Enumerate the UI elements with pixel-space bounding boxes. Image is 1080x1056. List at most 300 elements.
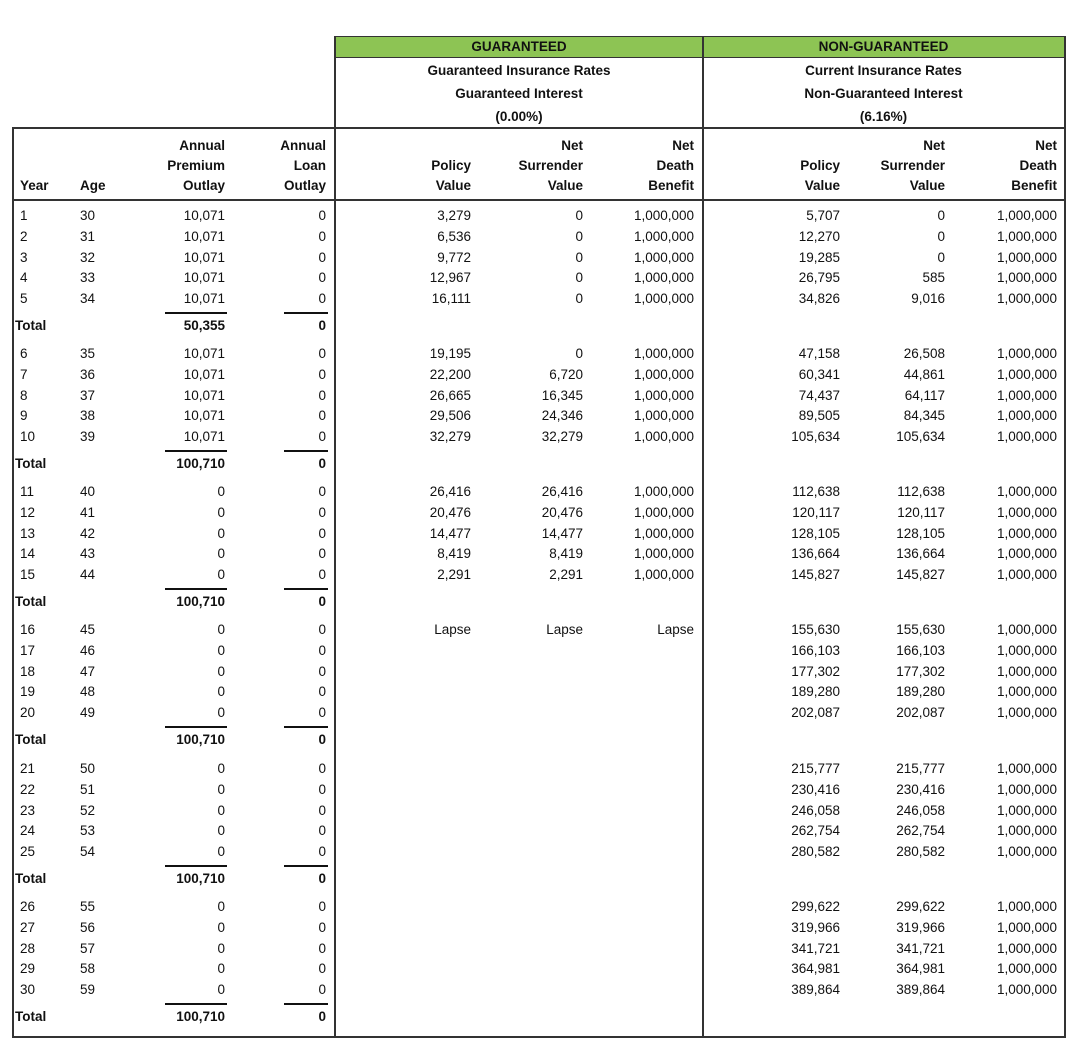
table-row xyxy=(0,426,1080,447)
table-row xyxy=(0,502,1080,523)
cell-loan: 0 xyxy=(318,525,326,541)
column-header-line: Annual xyxy=(280,138,326,153)
cell-premium: 0 xyxy=(217,525,225,541)
cell-g-death: 1,000,000 xyxy=(633,504,694,520)
loan-total-rule xyxy=(284,312,328,314)
table-row xyxy=(0,702,1080,723)
cell-n-death: 1,000,000 xyxy=(996,781,1057,797)
table-row xyxy=(0,247,1080,268)
cell-g-death: 1,000,000 xyxy=(633,546,694,562)
cell-year: 2 xyxy=(20,228,28,244)
cell-n-death: 1,000,000 xyxy=(996,429,1057,445)
cell-n-surrender: 120,117 xyxy=(897,504,945,520)
cell-premium: 10,071 xyxy=(183,270,225,286)
cell-premium: 0 xyxy=(217,961,225,977)
cell-g-death: Lapse xyxy=(657,622,694,637)
cell-year: 17 xyxy=(20,642,36,658)
cell-n-surrender: 189,280 xyxy=(896,684,945,700)
cell-g-death: 1,000,000 xyxy=(633,228,694,244)
cell-year: 24 xyxy=(20,823,36,839)
column-header-line: Benefit xyxy=(1011,178,1057,193)
cell-g-death: 1,000,000 xyxy=(633,346,694,361)
table-row xyxy=(0,481,1080,502)
column-header-line: Net xyxy=(561,138,583,153)
column-header-line: Annual xyxy=(179,138,225,153)
cell-premium: 10,071 xyxy=(183,366,225,382)
cell-year: 1 xyxy=(20,208,28,223)
total-premium: 100,710 xyxy=(176,594,225,609)
cell-age: 35 xyxy=(80,346,96,361)
cell-age: 50 xyxy=(80,761,96,776)
cell-n-death: 1,000,000 xyxy=(996,228,1057,244)
column-header-line: Year xyxy=(20,178,49,193)
cell-year: 4 xyxy=(20,270,28,286)
cell-age: 31 xyxy=(80,228,96,244)
total-row xyxy=(0,1006,1080,1027)
cell-year: 13 xyxy=(20,525,36,541)
cell-n-policy: 74,437 xyxy=(798,387,840,403)
cell-year: 12 xyxy=(20,504,36,520)
column-header-n-surrender xyxy=(855,133,945,196)
cell-premium: 0 xyxy=(217,982,225,998)
cell-g-death: 1,000,000 xyxy=(633,291,694,307)
cell-n-surrender: 280,582 xyxy=(896,844,945,860)
table-row xyxy=(0,779,1080,800)
table-row xyxy=(0,758,1080,779)
premium-total-rule xyxy=(165,588,227,590)
cell-loan: 0 xyxy=(318,622,326,637)
cell-year: 21 xyxy=(20,761,36,776)
column-header-loan xyxy=(256,133,326,196)
cell-year: 26 xyxy=(20,899,36,914)
cell-n-death: 1,000,000 xyxy=(996,802,1057,818)
table-row xyxy=(0,226,1080,247)
column-header-line: Age xyxy=(80,178,106,193)
premium-total-rule xyxy=(165,312,227,314)
cell-g-surrender: 0 xyxy=(575,291,583,307)
cell-premium: 10,071 xyxy=(183,408,225,424)
cell-n-surrender: 26,508 xyxy=(903,346,945,361)
cell-n-surrender: 64,117 xyxy=(904,387,945,403)
cell-age: 43 xyxy=(80,546,96,562)
total-row xyxy=(0,453,1080,474)
cell-n-policy: 262,754 xyxy=(791,823,840,839)
guaranteed-rates-label: Guaranteed Insurance Rates xyxy=(427,63,611,78)
total-row xyxy=(0,591,1080,612)
cell-year: 29 xyxy=(20,961,36,977)
total-loan: 0 xyxy=(318,594,326,609)
cell-year: 11 xyxy=(20,484,35,499)
cell-year: 5 xyxy=(20,291,28,307)
cell-n-surrender: 128,105 xyxy=(896,525,945,541)
total-label: Total xyxy=(15,456,47,471)
cell-n-death: 1,000,000 xyxy=(996,663,1057,679)
cell-n-policy: 246,058 xyxy=(791,802,840,818)
cell-n-policy: 177,302 xyxy=(791,663,840,679)
cell-g-policy: 6,536 xyxy=(437,228,471,244)
cell-loan: 0 xyxy=(318,387,326,403)
column-header-g-policy xyxy=(391,133,471,196)
column-header-year xyxy=(20,133,60,196)
cell-n-death: 1,000,000 xyxy=(996,823,1057,839)
cell-loan: 0 xyxy=(318,961,326,977)
total-premium: 100,710 xyxy=(176,871,225,886)
cell-g-death: 1,000,000 xyxy=(633,429,694,445)
table-row xyxy=(0,979,1080,1000)
cell-age: 36 xyxy=(80,366,96,382)
cell-n-surrender: 166,103 xyxy=(896,642,945,658)
column-header-line: Net xyxy=(923,138,945,153)
cell-premium: 10,071 xyxy=(183,249,225,265)
cell-n-policy: 280,582 xyxy=(791,844,840,860)
cell-year: 23 xyxy=(20,802,36,818)
cell-n-policy: 299,622 xyxy=(791,899,840,914)
cell-premium: 0 xyxy=(217,504,225,520)
cell-age: 34 xyxy=(80,291,96,307)
cell-g-policy: 29,506 xyxy=(429,408,471,424)
cell-loan: 0 xyxy=(318,919,326,935)
cell-n-surrender: 364,981 xyxy=(896,961,945,977)
cell-n-policy: 341,721 xyxy=(791,940,840,956)
cell-age: 55 xyxy=(80,899,96,914)
cell-n-death: 1,000,000 xyxy=(996,291,1057,307)
table-row xyxy=(0,938,1080,959)
cell-loan: 0 xyxy=(318,504,326,520)
table-row xyxy=(0,385,1080,406)
cell-n-death: 1,000,000 xyxy=(996,346,1057,361)
cell-premium: 0 xyxy=(217,802,225,818)
cell-g-policy: Lapse xyxy=(434,622,471,637)
cell-n-death: 1,000,000 xyxy=(996,622,1057,637)
cell-loan: 0 xyxy=(318,408,326,424)
cell-n-death: 1,000,000 xyxy=(996,919,1057,935)
cell-age: 41 xyxy=(80,504,96,520)
cell-g-death: 1,000,000 xyxy=(633,525,694,541)
cell-n-policy: 145,827 xyxy=(791,567,840,583)
guaranteed-rate-label: (0.00%) xyxy=(495,109,543,124)
cell-loan: 0 xyxy=(318,761,326,776)
table-row xyxy=(0,619,1080,640)
cell-year: 27 xyxy=(20,919,36,935)
cell-g-death: 1,000,000 xyxy=(633,567,694,583)
cell-loan: 0 xyxy=(318,249,326,265)
table-row xyxy=(0,405,1080,426)
cell-n-surrender: 84,345 xyxy=(903,408,945,424)
cell-n-surrender: 145,827 xyxy=(896,567,945,583)
table-row xyxy=(0,343,1080,364)
total-label: Total xyxy=(15,594,47,609)
cell-age: 37 xyxy=(80,387,96,403)
cell-n-surrender: 136,664 xyxy=(896,546,945,562)
cell-premium: 10,071 xyxy=(183,346,225,361)
cell-age: 38 xyxy=(80,408,96,424)
total-label: Total xyxy=(15,732,47,747)
cell-year: 9 xyxy=(20,408,28,424)
cell-n-death: 1,000,000 xyxy=(996,249,1057,265)
cell-n-policy: 166,103 xyxy=(791,642,840,658)
table-row xyxy=(0,820,1080,841)
cell-age: 57 xyxy=(80,940,96,956)
cell-n-policy: 230,416 xyxy=(791,781,840,797)
cell-g-death: 1,000,000 xyxy=(633,270,694,286)
cell-age: 48 xyxy=(80,684,96,700)
table-row xyxy=(0,267,1080,288)
cell-loan: 0 xyxy=(318,546,326,562)
non-guaranteed-subheader xyxy=(702,59,1065,128)
cell-g-policy: 16,111 xyxy=(431,291,471,307)
cell-loan: 0 xyxy=(318,844,326,860)
cell-loan: 0 xyxy=(318,899,326,914)
cell-loan: 0 xyxy=(318,781,326,797)
column-header-line: Policy xyxy=(431,158,471,173)
cell-n-surrender: 177,302 xyxy=(896,663,945,679)
cell-premium: 0 xyxy=(217,684,225,700)
cell-n-death: 1,000,000 xyxy=(996,366,1057,382)
cell-g-surrender: Lapse xyxy=(546,622,583,637)
cell-g-surrender: 6,720 xyxy=(549,366,583,382)
loan-total-rule xyxy=(284,1003,328,1005)
cell-year: 7 xyxy=(20,366,28,382)
cell-n-policy: 47,158 xyxy=(798,346,840,361)
column-header-line: Value xyxy=(909,178,945,193)
column-header-line: Outlay xyxy=(182,178,225,193)
total-premium: 100,710 xyxy=(176,732,225,747)
cell-loan: 0 xyxy=(318,982,326,998)
premium-total-rule xyxy=(165,450,227,452)
total-loan: 0 xyxy=(318,871,326,886)
cell-g-surrender: 26,416 xyxy=(541,484,583,499)
non-guaranteed-band-label: NON-GUARANTEED xyxy=(818,39,949,54)
guaranteed-band xyxy=(334,36,704,58)
table-row xyxy=(0,917,1080,938)
total-row xyxy=(0,868,1080,889)
cell-loan: 0 xyxy=(318,366,326,382)
cell-premium: 10,071 xyxy=(183,228,225,244)
total-label: Total xyxy=(15,871,47,886)
cell-premium: 10,071 xyxy=(183,291,225,307)
cell-g-surrender: 16,345 xyxy=(541,387,583,403)
cell-loan: 0 xyxy=(318,567,326,583)
column-header-line: Death xyxy=(656,158,694,173)
column-header-line: Value xyxy=(804,178,840,193)
cell-g-surrender: 0 xyxy=(575,249,583,265)
cell-n-policy: 319,966 xyxy=(791,919,840,935)
table-row xyxy=(0,564,1080,585)
cell-n-death: 1,000,000 xyxy=(996,684,1057,700)
cell-age: 47 xyxy=(80,663,96,679)
table-bottom-rule xyxy=(12,1036,1066,1038)
cell-age: 42 xyxy=(80,525,96,541)
cell-n-surrender: 105,634 xyxy=(896,429,945,445)
column-header-line: Net xyxy=(1035,138,1057,153)
cell-g-death: 1,000,000 xyxy=(633,387,694,403)
cell-g-surrender: 32,279 xyxy=(541,429,583,445)
cell-premium: 0 xyxy=(217,705,225,721)
cell-n-policy: 389,864 xyxy=(791,982,840,998)
cell-n-surrender: 341,721 xyxy=(896,940,945,956)
cell-year: 25 xyxy=(20,844,36,860)
cell-age: 46 xyxy=(80,642,96,658)
cell-age: 30 xyxy=(80,208,96,223)
cell-n-death: 1,000,000 xyxy=(996,899,1057,914)
cell-n-death: 1,000,000 xyxy=(996,208,1057,223)
cell-loan: 0 xyxy=(318,802,326,818)
cell-g-policy: 22,200 xyxy=(429,366,471,382)
cell-age: 45 xyxy=(80,622,96,637)
cell-loan: 0 xyxy=(318,228,326,244)
cell-n-surrender: 585 xyxy=(922,270,945,286)
cell-year: 6 xyxy=(20,346,28,361)
column-header-line: Outlay xyxy=(283,178,326,193)
cell-year: 14 xyxy=(20,546,36,562)
column-header-age xyxy=(80,133,120,196)
column-header-line: Value xyxy=(547,178,583,193)
premium-total-rule xyxy=(165,726,227,728)
cell-loan: 0 xyxy=(318,291,326,307)
column-header-line: Death xyxy=(1019,158,1057,173)
column-header-line: Benefit xyxy=(648,178,694,193)
cell-n-death: 1,000,000 xyxy=(996,546,1057,562)
cell-premium: 0 xyxy=(217,567,225,583)
cell-g-surrender: 0 xyxy=(575,270,583,286)
cell-n-surrender: 319,966 xyxy=(896,919,945,935)
cell-n-surrender: 0 xyxy=(937,228,945,244)
cell-loan: 0 xyxy=(318,663,326,679)
cell-year: 16 xyxy=(20,622,36,637)
cell-g-surrender: 24,346 xyxy=(541,408,583,424)
cell-g-surrender: 0 xyxy=(575,346,583,361)
total-premium: 100,710 xyxy=(176,1009,225,1024)
cell-year: 10 xyxy=(20,429,36,445)
cell-n-surrender: 262,754 xyxy=(896,823,945,839)
column-header-n-policy xyxy=(760,133,840,196)
cell-loan: 0 xyxy=(318,684,326,700)
cell-n-death: 1,000,000 xyxy=(996,484,1057,499)
cell-age: 32 xyxy=(80,249,96,265)
non-guaranteed-band xyxy=(702,36,1065,58)
table-row xyxy=(0,958,1080,979)
cell-n-surrender: 299,622 xyxy=(896,899,945,914)
cell-n-policy: 189,280 xyxy=(791,684,840,700)
cell-n-policy: 155,630 xyxy=(791,622,840,637)
total-row xyxy=(0,315,1080,336)
cell-loan: 0 xyxy=(318,208,326,223)
cell-n-death: 1,000,000 xyxy=(996,961,1057,977)
cell-loan: 0 xyxy=(318,346,326,361)
cell-premium: 0 xyxy=(217,663,225,679)
total-loan: 0 xyxy=(318,732,326,747)
cell-age: 53 xyxy=(80,823,96,839)
cell-age: 33 xyxy=(80,270,96,286)
total-premium: 100,710 xyxy=(176,456,225,471)
table-row xyxy=(0,800,1080,821)
cell-year: 8 xyxy=(20,387,28,403)
cell-g-surrender: 0 xyxy=(575,228,583,244)
cell-premium: 10,071 xyxy=(183,429,225,445)
cell-g-surrender: 8,419 xyxy=(549,546,583,562)
table-row xyxy=(0,288,1080,309)
column-header-line: Surrender xyxy=(518,158,583,173)
cell-n-policy: 26,795 xyxy=(798,270,840,286)
cell-g-policy: 2,291 xyxy=(437,567,471,583)
non-guaranteed-interest-label: Non-Guaranteed Interest xyxy=(804,86,963,101)
cell-g-death: 1,000,000 xyxy=(633,366,694,382)
cell-n-surrender: 389,864 xyxy=(896,982,945,998)
cell-age: 44 xyxy=(80,567,96,583)
cell-n-policy: 120,117 xyxy=(792,504,840,520)
cell-n-surrender: 44,861 xyxy=(903,366,945,382)
total-loan: 0 xyxy=(318,456,326,471)
cell-n-policy: 215,777 xyxy=(791,761,840,776)
cell-premium: 0 xyxy=(217,622,225,637)
column-header-line: Surrender xyxy=(880,158,945,173)
cell-n-policy: 5,707 xyxy=(806,208,840,223)
total-label: Total xyxy=(15,318,47,333)
premium-total-rule xyxy=(165,865,227,867)
cell-g-death: 1,000,000 xyxy=(633,208,694,223)
cell-premium: 0 xyxy=(217,546,225,562)
column-header-g-surrender xyxy=(493,133,583,196)
cell-premium: 0 xyxy=(217,761,225,776)
current-rates-label: Current Insurance Rates xyxy=(805,63,962,78)
cell-age: 56 xyxy=(80,919,96,935)
cell-n-policy: 202,087 xyxy=(791,705,840,721)
loan-total-rule xyxy=(284,450,328,452)
cell-age: 54 xyxy=(80,844,96,860)
cell-n-surrender: 9,016 xyxy=(911,291,945,307)
cell-age: 49 xyxy=(80,705,96,721)
cell-premium: 0 xyxy=(217,823,225,839)
cell-n-death: 1,000,000 xyxy=(996,525,1057,541)
cell-loan: 0 xyxy=(318,484,326,499)
table-row xyxy=(0,523,1080,544)
table-row xyxy=(0,661,1080,682)
cell-g-policy: 20,476 xyxy=(429,504,471,520)
cell-premium: 0 xyxy=(217,899,225,914)
cell-premium: 0 xyxy=(217,940,225,956)
cell-g-surrender: 0 xyxy=(575,208,583,223)
cell-n-policy: 60,341 xyxy=(798,366,840,382)
cell-n-death: 1,000,000 xyxy=(996,705,1057,721)
column-header-line: Premium xyxy=(167,158,225,173)
table-row xyxy=(0,681,1080,702)
total-row xyxy=(0,729,1080,750)
cell-loan: 0 xyxy=(318,642,326,658)
cell-n-death: 1,000,000 xyxy=(996,844,1057,860)
cell-g-policy: 26,665 xyxy=(429,387,471,403)
guaranteed-interest-label: Guaranteed Interest xyxy=(455,86,583,101)
table-row xyxy=(0,841,1080,862)
cell-loan: 0 xyxy=(318,270,326,286)
cell-year: 20 xyxy=(20,705,36,721)
column-header-g-death xyxy=(614,133,694,196)
cell-n-surrender: 230,416 xyxy=(896,781,945,797)
table-row xyxy=(0,896,1080,917)
cell-year: 15 xyxy=(20,567,36,583)
column-header-line: Loan xyxy=(293,158,326,173)
cell-age: 40 xyxy=(80,484,96,499)
cell-g-policy: 14,477 xyxy=(429,525,471,541)
cell-g-policy: 8,419 xyxy=(437,546,471,562)
cell-g-policy: 9,772 xyxy=(437,249,471,265)
cell-n-policy: 34,826 xyxy=(798,291,840,307)
cell-premium: 10,071 xyxy=(183,387,225,403)
table-row xyxy=(0,205,1080,226)
loan-total-rule xyxy=(284,726,328,728)
table-row xyxy=(0,543,1080,564)
cell-n-surrender: 246,058 xyxy=(896,802,945,818)
total-loan: 0 xyxy=(318,318,326,333)
